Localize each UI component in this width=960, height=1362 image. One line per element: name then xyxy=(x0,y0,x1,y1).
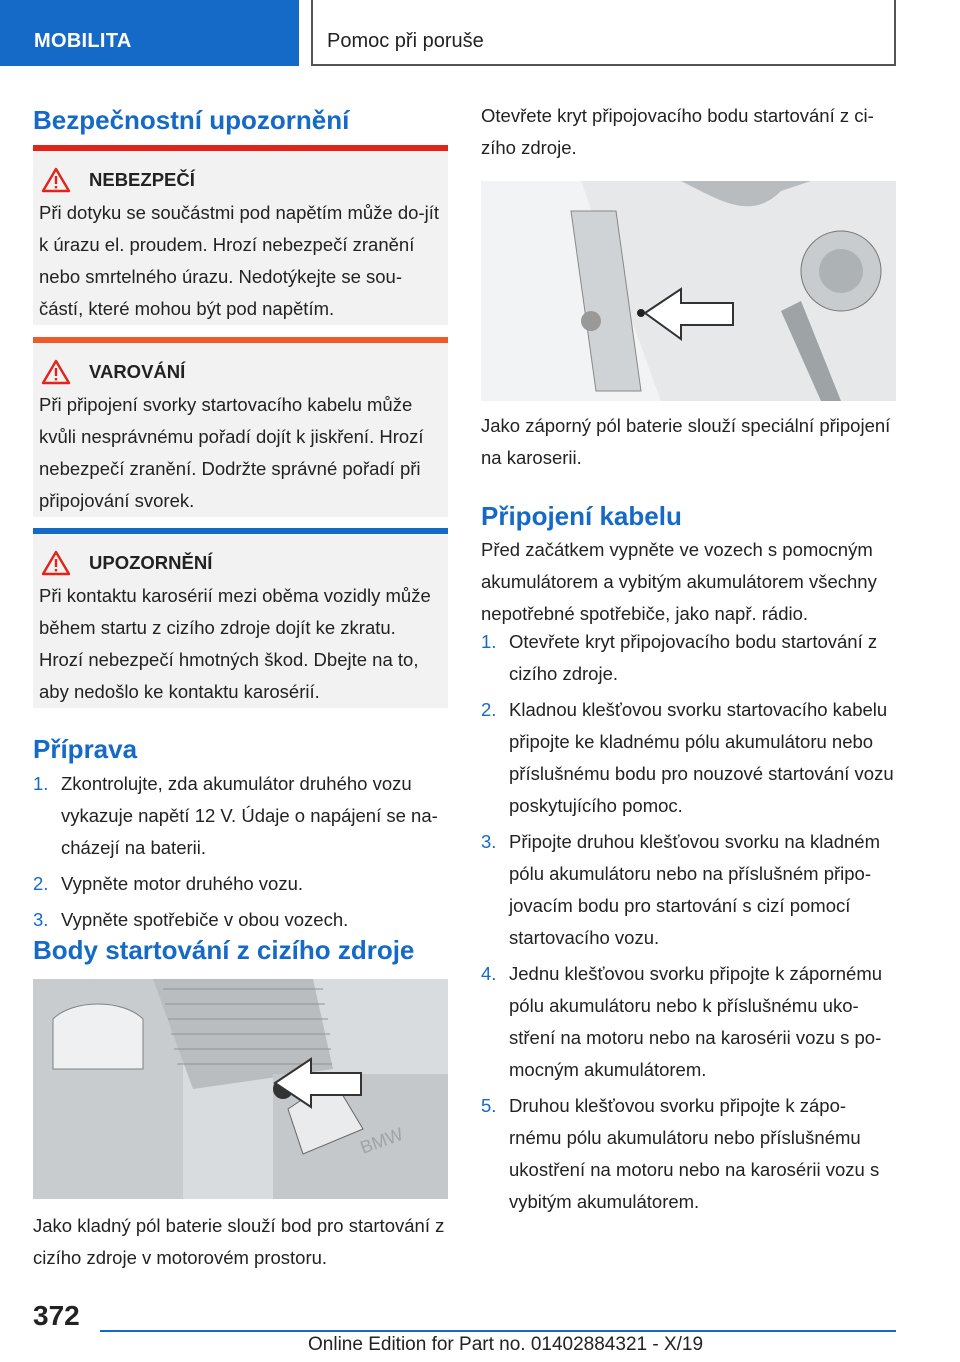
list-item: 1. Zkontrolujte, zda akumulátor druhého vozu vykazuje napětí 12 V. Údaje o napájení se na-cházejí na baterii. xyxy=(33,773,438,858)
list-item: 5. Druhou klešťovou svorku připojte k zápo-rnému pólu akumulátoru nebo příslušnému ukostření na motoru nebo na karosérii vozu s vybitým akumulátorem. xyxy=(481,1095,880,1212)
engine-bay-photo-negative xyxy=(481,181,896,401)
intro-right: Otevřete kryt připojovacího bodu startování z ci-zího zdroje. xyxy=(481,105,874,158)
caption-left: Jako kladný pól baterie slouží bod pro startování z cizího zdroje v motorovém prostoru. xyxy=(33,1215,445,1268)
danger-box xyxy=(33,145,448,325)
page-number: 372 xyxy=(33,1300,80,1331)
list-item: 2. Vypněte motor druhého vozu. xyxy=(33,873,304,894)
svg-text:BMW: BMW xyxy=(357,1123,406,1158)
section-tab xyxy=(0,0,299,66)
warning-title: VAROVÁNÍ xyxy=(89,361,186,382)
connect-heading: Připojení kabelu xyxy=(481,501,682,531)
list-item: 1. Otevřete kryt připojovacího bodu startování z cizího zdroje. xyxy=(481,631,878,684)
safety-heading: Bezpečnostní upozornění xyxy=(33,105,350,135)
jump-points-heading: Body startování z cizího zdroje xyxy=(33,935,415,965)
list-item: 3. Připojte druhou klešťovou svorku na kladném pólu akumulátoru nebo na příslušném připo-jovacím bodu pro startování s cizí pomocí startovacího vozu. xyxy=(481,831,880,948)
preparation-steps xyxy=(33,764,448,936)
warning-triangle-icon xyxy=(41,550,71,576)
caution-title: UPOZORNĚNÍ xyxy=(89,552,213,573)
warning-text: Při připojení svorky startovacího kabelu může kvůli nesprávnému pořadí dojít k jiskření. Hrozí nebezpečí zranění. Dodržte správné pořadí při připojování svorek. xyxy=(39,394,424,511)
caption-right: Jako záporný pól baterie slouží speciální připojení na karoserii. xyxy=(481,415,891,468)
chapter-title: Pomoc při poruše xyxy=(327,30,484,52)
warning-triangle-icon xyxy=(41,359,71,385)
danger-text: Při dotyku se součástmi pod napětím může do-jít k úrazu el. proudem. Hrozí nebezpečí zranění nebo smrtelného úrazu. Nedotýkejte se sou-částí, které mohou být pod napětím. xyxy=(39,202,439,319)
warning-box xyxy=(33,337,448,517)
preparation-heading: Příprava xyxy=(33,734,138,764)
chapter-tab xyxy=(311,0,896,66)
danger-title: NEBEZPEČÍ xyxy=(89,169,195,190)
connect-steps xyxy=(481,622,896,1218)
edition-text: Online Edition for Part no. 01402884321 - X/19 xyxy=(308,1334,704,1355)
footer-divider xyxy=(100,1330,896,1332)
caution-text: Při kontaktu karosérií mezi oběma vozidly může během startu z cizího zdroje dojít ke zkratu. Hrozí nebezpečí hmotných škod. Dbejte na to, aby nedošlo ke kontaktu karosérií. xyxy=(39,585,431,702)
engine-bay-photo-positive xyxy=(33,979,448,1199)
warning-triangle-icon xyxy=(41,167,71,193)
connect-intro: Před začátkem vypněte ve vozech s pomocným akumulátorem a vybitým akumulátorem všechny nepotřebné spotřebiče, jako např. rádio. xyxy=(481,539,877,624)
list-item: 2. Kladnou klešťovou svorku startovacího kabelu připojte ke kladnému pólu akumulátoru nebo příslušnému bodu pro nouzové startování vozu poskytujícího pomoc. xyxy=(481,699,894,816)
caution-box xyxy=(33,528,448,708)
section-title: MOBILITA xyxy=(34,30,132,52)
list-item: 3. Vypněte spotřebiče v obou vozech. xyxy=(33,909,349,930)
list-item: 4. Jednu klešťovou svorku připojte k zápornému pólu akumulátoru nebo k příslušnému uko-stření na motoru nebo na karosérii vozu s po-mocným akumulátorem. xyxy=(481,963,883,1080)
